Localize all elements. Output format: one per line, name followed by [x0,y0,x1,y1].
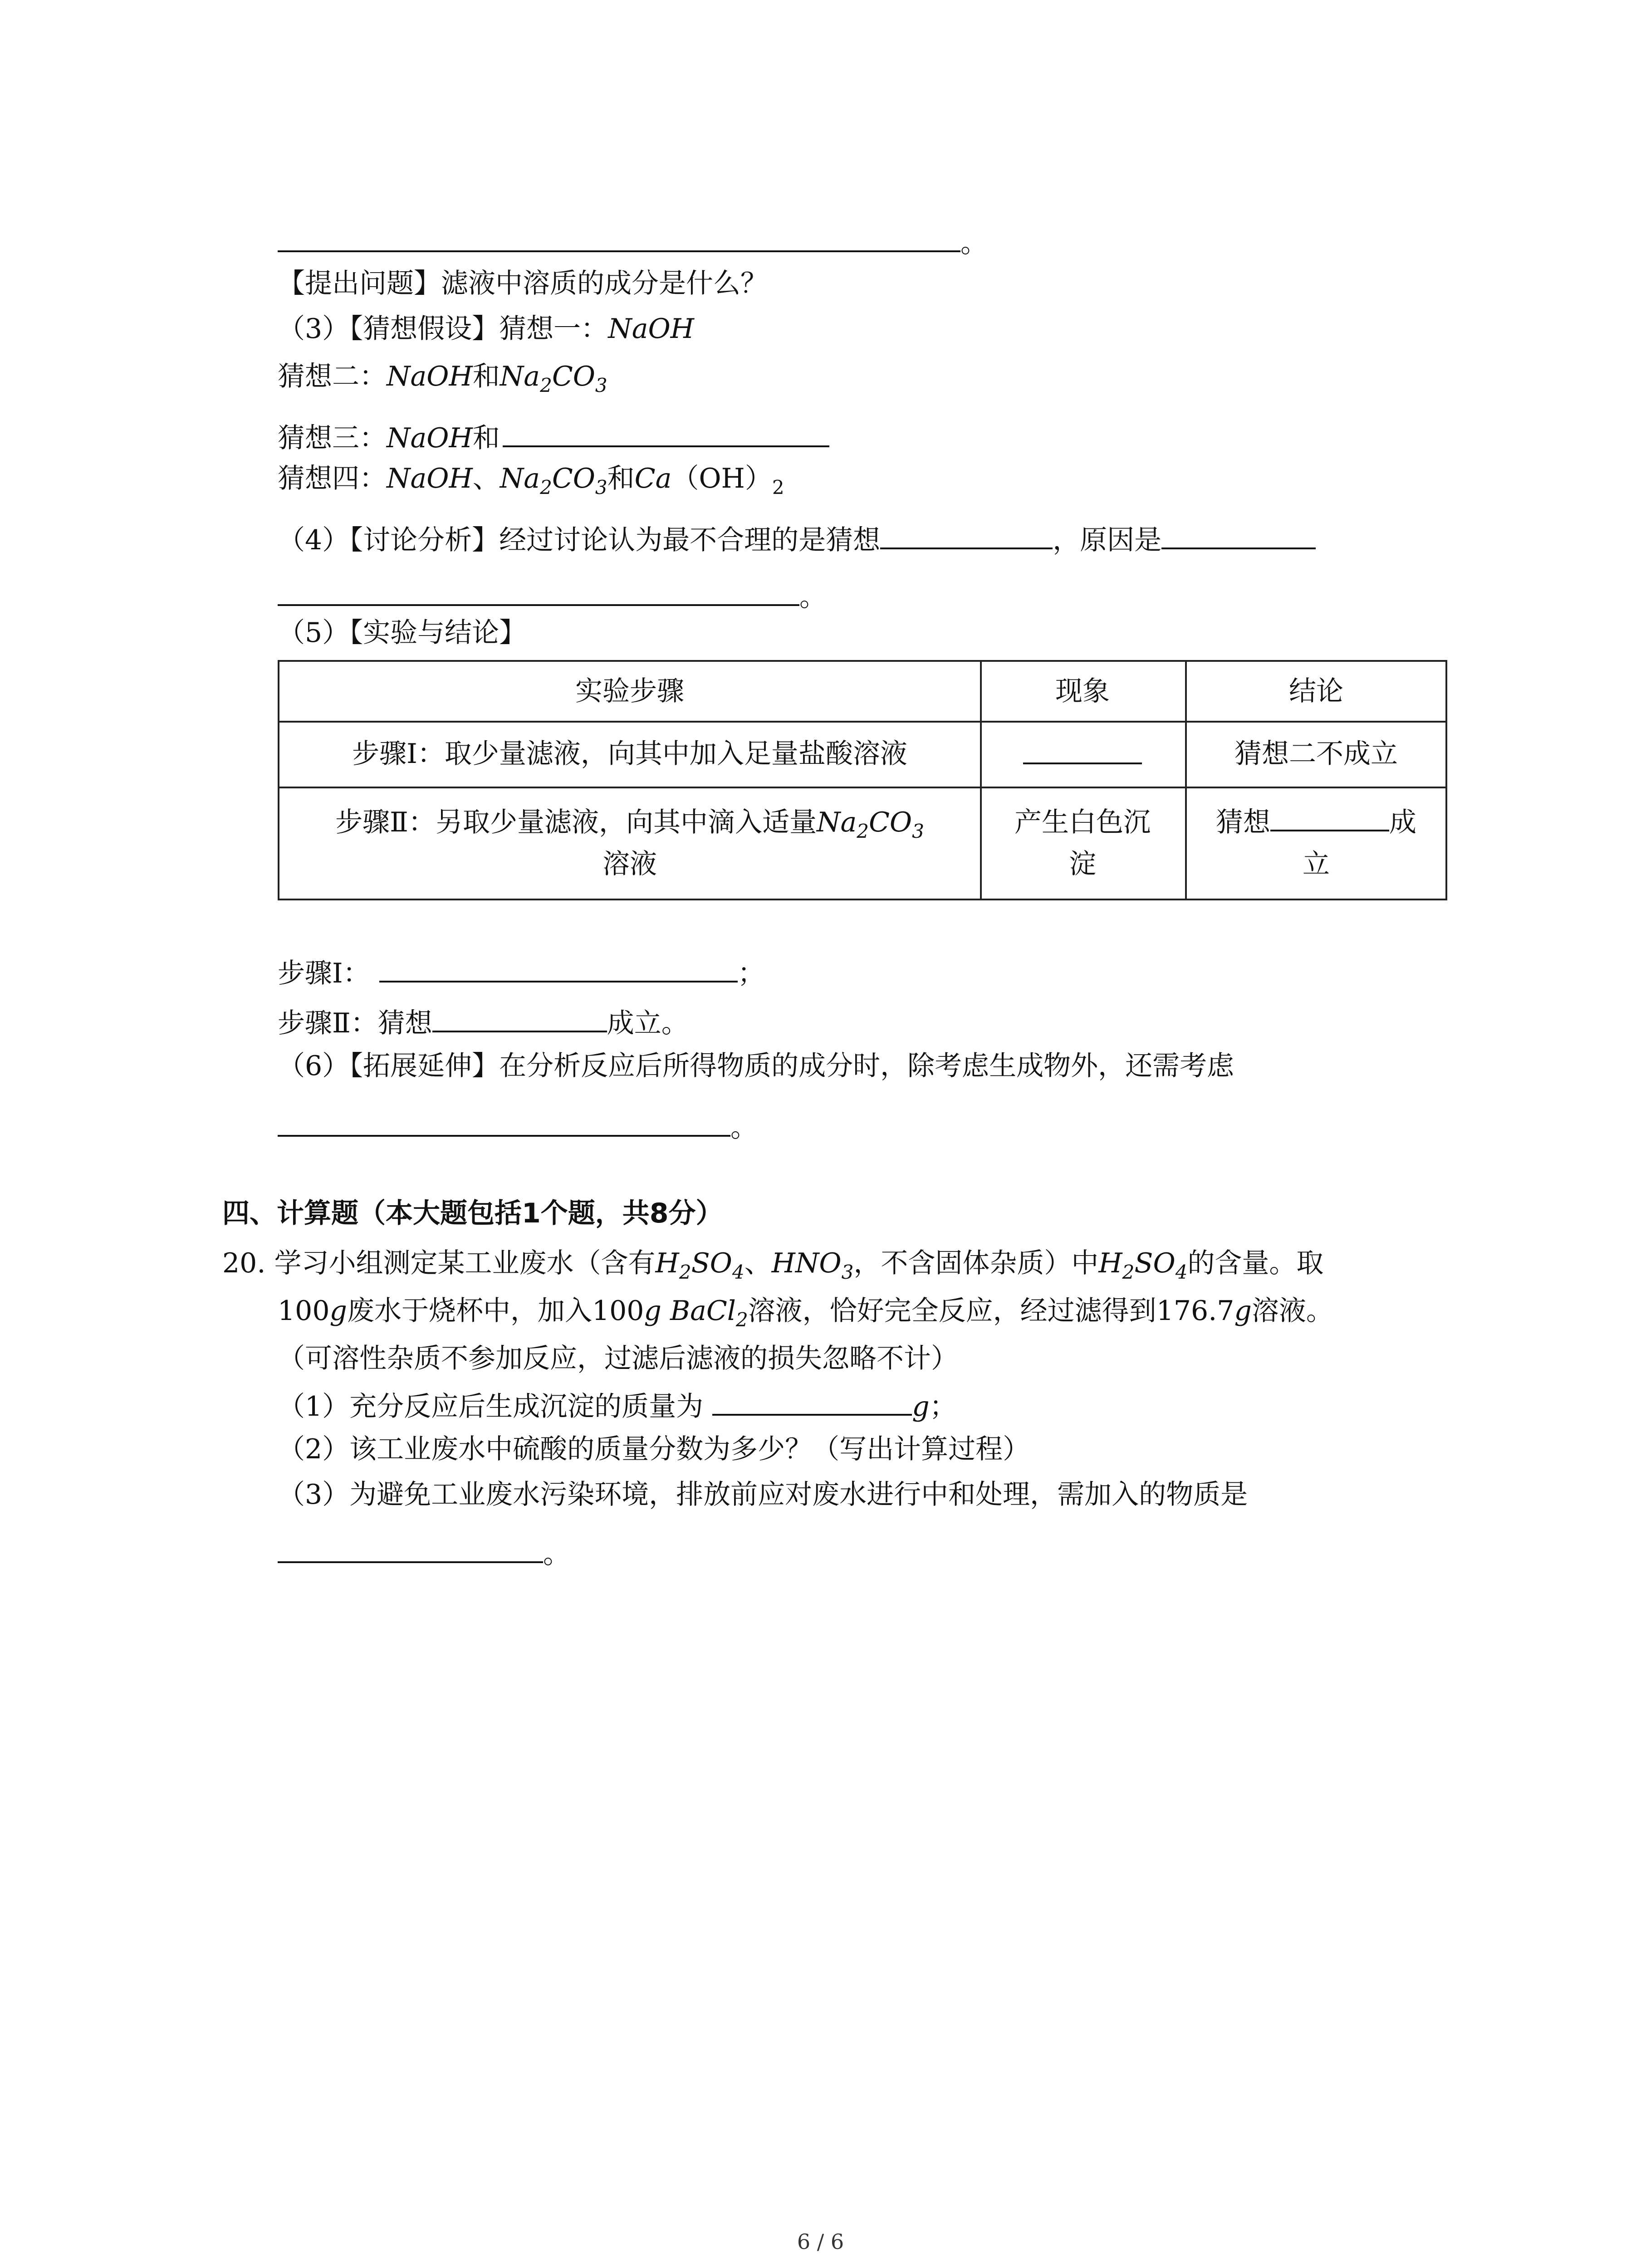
row2-phenomenon: 产生白色沉 淀 [1014,807,1151,880]
question-20-part-3-cont: 。 [278,1533,570,1572]
row1-phenomenon-blank[interactable] [1023,734,1142,764]
row2-conclusion: 猜想 成 立 [1185,802,1447,885]
hypothesis-3: 猜想三：NaOH和 [278,417,829,456]
section-heading: 四、计算题（本大题包括1个题，共8分） [222,1198,723,1229]
question-prompt: 【提出问题】滤液中溶质的成分是什么？ [278,268,768,299]
question-5-label: （5）【实验与结论】 [278,617,527,649]
header-conclusion: 结论 [1289,675,1343,707]
table-rule [279,787,1445,788]
answer-blank[interactable] [278,222,960,252]
row1-conclusion: 猜想二不成立 [1234,738,1398,770]
hypothesis-1: （3）【猜想假设】猜想一：NaOH [278,313,694,345]
q4-blank-3[interactable] [278,576,799,606]
question-20-line-1: 20. 学习小组测定某工业废水（含有$H_2SO_4$、$HNO_3$，不含固体杂质）中$H_2SO_4$的含量。取 [222,1247,1324,1283]
answer-step-2: 步骤Ⅱ：猜想 成立。 [278,1002,689,1041]
question-4-cont: 。 [278,576,827,615]
step1-blank[interactable] [379,953,738,982]
question-20-part-1: （1）充分反应后生成沉淀的质量为 g； [278,1386,957,1425]
table-rule [279,721,1445,723]
header-steps: 实验步骤 [575,675,684,707]
question-6: （6）【拓展延伸】在分析反应后所得物质的成分时，除考虑生成物外，还需考虑 [278,1050,1234,1082]
q4-blank-1[interactable] [880,519,1053,549]
question-20-part-3: （3）为避免工业废水污染环境，排放前应对废水进行中和处理，需加入的物质是 [278,1479,1248,1510]
question-20-note: （可溶性杂质不参加反应，过滤后滤液的损失忽略不计） [278,1343,958,1374]
hypothesis-4: 猜想四：NaOH、$Na_2CO_3$和$Ca(OH)_2$ [278,463,784,499]
substance-blank[interactable] [278,1533,543,1563]
hypothesis-3-blank[interactable] [503,417,829,447]
row1-step: 步骤Ⅰ：取少量滤液，向其中加入足量盐酸溶液 [352,738,907,770]
answer-step-1: 步骤Ⅰ： ； [278,953,765,992]
continuation-line: 。 [278,222,988,261]
question-4: （4）【讨论分析】经过讨论认为最不合理的是猜想 ，原因是 [278,519,1316,558]
row1-phenomenon [980,734,1185,775]
row2-conclusion-blank[interactable] [1270,804,1389,831]
row2-step: 步骤Ⅱ：另取少量滤液，向其中滴入适量$Na_2CO_3$ 溶液 [335,807,924,880]
header-phenomenon: 现象 [1055,675,1110,707]
question-6-cont: 。 [278,1107,758,1146]
hypothesis-2: 猜想二：NaOH和$Na_2CO_3$ [278,361,607,396]
experiment-table [278,660,1447,900]
question-20-part-2: （2）该工业废水中硫酸的质量分数为多少？（写出计算过程） [278,1433,1030,1465]
page-number: 6 / 6 [797,2229,844,2254]
q6-blank[interactable] [278,1107,730,1137]
question-20-line-2: 100g废水于烧杯中，加入100g BaCl$_2$溶液，恰好完全反应，经过滤得到176.7g溶液。 [278,1295,1333,1331]
step2-blank[interactable] [432,1002,607,1032]
q4-blank-2[interactable] [1161,519,1316,549]
mass-blank[interactable] [712,1386,912,1416]
